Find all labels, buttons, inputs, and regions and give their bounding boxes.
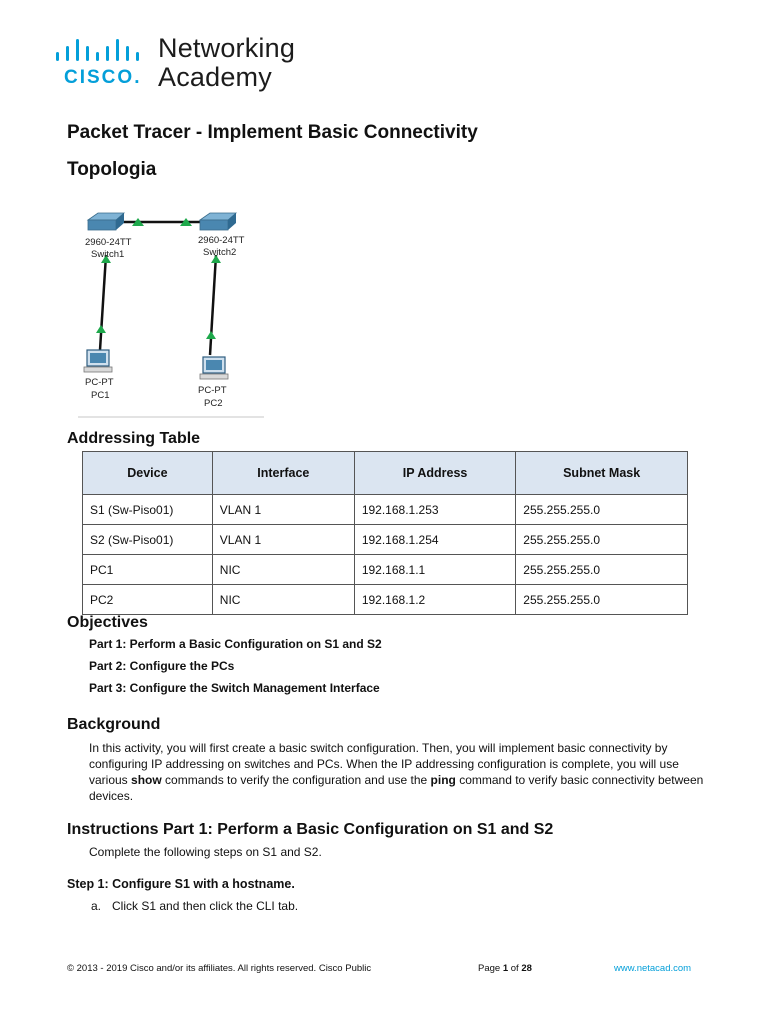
cell-device: PC2	[83, 585, 213, 615]
link-light-icon	[206, 331, 216, 339]
cell-subnet-mask: 255.255.255.0	[516, 495, 688, 525]
logo-academy: Academy	[158, 62, 272, 92]
switch1-name-label: Switch1	[91, 249, 125, 260]
background-paragraph: In this activity, you will first create a basic switch configuration. Then, you will implement basic connectivity by configuring IP addressing on switches and PCs. When the IP addressing configuration is complete, you will use various show commands to verify the configuration and use the ping command to verify basic connectivity between devices.	[89, 741, 704, 803]
header-ip-address: IP Address	[354, 452, 515, 495]
objective-part-1: Part 1: Perform a Basic Configuration on S1 and S2	[89, 637, 382, 651]
pc2-icon	[200, 357, 228, 379]
table-row	[83, 525, 688, 555]
topology-diagram	[78, 205, 268, 420]
cell-interface: VLAN 1	[212, 495, 354, 525]
step-1-a-marker: a.	[91, 899, 102, 913]
cisco-wordmark: CISCO.	[64, 67, 142, 88]
cell-ip-address: 192.168.1.253	[354, 495, 515, 525]
table-row	[83, 495, 688, 525]
table-header-row	[83, 452, 688, 495]
show-command: show	[131, 773, 162, 787]
pc1-name-label: PC1	[91, 390, 110, 401]
link-switch2-pc2	[210, 255, 216, 355]
table-row	[83, 585, 688, 615]
cell-ip-address: 192.168.1.254	[354, 525, 515, 555]
pc2-name-label: PC2	[204, 398, 223, 409]
switch1-icon	[88, 213, 124, 230]
addressing-table-heading: Addressing Table	[67, 430, 201, 447]
link-light-icon	[96, 325, 106, 333]
cell-device: PC1	[83, 555, 213, 585]
switch2-icon	[200, 213, 236, 230]
cell-interface: NIC	[212, 585, 354, 615]
footer-copyright: © 2013 - 2019 Cisco and/or its affiliates. All rights reserved. Cisco Public	[67, 963, 372, 974]
link-switch1-pc1	[100, 255, 106, 350]
step-1-a-text: Click S1 and then click the CLI tab.	[112, 899, 299, 913]
header-device: Device	[83, 452, 213, 495]
footer-page-number: Page 1 of 28	[478, 963, 532, 974]
page-title: Packet Tracer - Implement Basic Connectivity	[67, 122, 478, 143]
cell-ip-address: 192.168.1.1	[354, 555, 515, 585]
logo-networking: Networking	[158, 33, 296, 63]
cell-ip-address: 192.168.1.2	[354, 585, 515, 615]
cell-interface: NIC	[212, 555, 354, 585]
pc1-icon	[84, 350, 112, 372]
objective-part-3: Part 3: Configure the Switch Management Interface	[89, 681, 380, 695]
footer-url-link[interactable]: www.netacad.com	[614, 963, 692, 974]
instructions-intro: Complete the following steps on S1 and S2.	[89, 845, 322, 859]
cell-subnet-mask: 255.255.255.0	[516, 555, 688, 585]
ping-command: ping	[430, 773, 456, 787]
background-heading: Background	[67, 716, 161, 733]
step-1-heading: Step 1: Configure S1 with a hostname.	[67, 877, 295, 891]
cell-interface: VLAN 1	[212, 525, 354, 555]
table-row	[83, 555, 688, 585]
header-subnet-mask: Subnet Mask	[516, 452, 688, 495]
pc1-model-label: PC-PT	[85, 377, 114, 388]
switch2-model-label: 2960-24TT	[198, 235, 245, 246]
header-interface: Interface	[212, 452, 354, 495]
pc2-model-label: PC-PT	[198, 385, 227, 396]
switch1-model-label: 2960-24TT	[85, 237, 132, 248]
topology-heading: Topologia	[67, 159, 157, 180]
networking-academy-logo	[52, 33, 312, 95]
objective-part-2: Part 2: Configure the PCs	[89, 659, 235, 673]
instructions-heading: Instructions Part 1: Perform a Basic Configuration on S1 and S2	[67, 821, 554, 838]
cell-device: S1 (Sw-Piso01)	[83, 495, 213, 525]
switch2-name-label: Switch2	[203, 247, 237, 258]
cell-device: S2 (Sw-Piso01)	[83, 525, 213, 555]
cisco-bars-icon	[54, 37, 154, 69]
objectives-heading: Objectives	[67, 614, 148, 631]
addressing-table	[82, 451, 688, 615]
cell-subnet-mask: 255.255.255.0	[516, 525, 688, 555]
cell-subnet-mask: 255.255.255.0	[516, 585, 688, 615]
